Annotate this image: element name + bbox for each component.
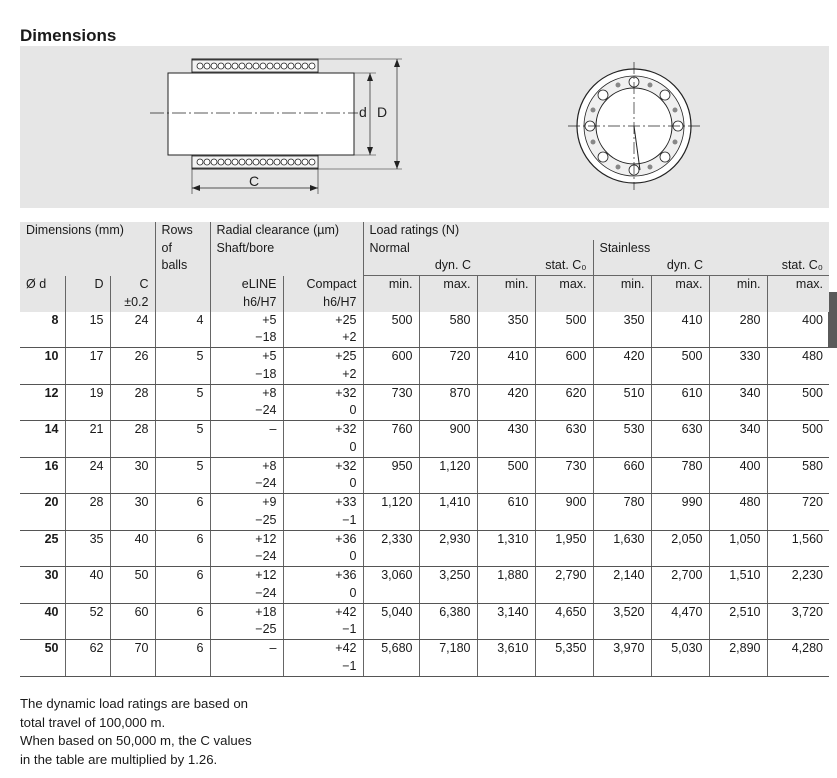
cell-d: 20 bbox=[20, 494, 65, 531]
cell-d: 50 bbox=[20, 640, 65, 677]
cell-normal-dyn-min: 760 bbox=[363, 421, 419, 458]
cell-eline-upper: +18 bbox=[255, 604, 277, 619]
cell-compact-lower: −1 bbox=[342, 512, 357, 527]
label-d: d bbox=[359, 104, 367, 120]
header-row-3 bbox=[20, 257, 829, 275]
ball-row-top bbox=[192, 60, 318, 72]
cell-normal-dyn-min: 500 bbox=[363, 312, 419, 348]
cell-normal-stat-min: 500 bbox=[477, 457, 535, 494]
table-row bbox=[20, 603, 829, 640]
cell-compact-upper: +32 bbox=[335, 422, 357, 437]
cell-C: 50 bbox=[110, 567, 155, 604]
cell-compact-upper: +36 bbox=[335, 568, 357, 583]
cell-compact bbox=[283, 494, 363, 531]
cell-eline-lower bbox=[217, 439, 277, 457]
cell-eline-upper: +12 bbox=[255, 531, 277, 546]
cell-stainless-stat-min: 1,050 bbox=[709, 530, 767, 567]
cell-eline-upper: +5 bbox=[262, 349, 277, 364]
cell-D: 17 bbox=[65, 348, 110, 385]
cell-compact bbox=[283, 640, 363, 677]
cell-eline bbox=[210, 530, 283, 567]
cell-normal-stat-max: 630 bbox=[535, 421, 593, 458]
cell-eline bbox=[210, 348, 283, 385]
header-min-3: min. bbox=[593, 276, 651, 294]
header-row-5 bbox=[20, 294, 829, 312]
cell-normal-dyn-max: 6,380 bbox=[419, 603, 477, 640]
cell-stainless-dyn-max: 990 bbox=[651, 494, 709, 531]
cell-stainless-dyn-max: 4,470 bbox=[651, 603, 709, 640]
cell-normal-stat-max: 2,790 bbox=[535, 567, 593, 604]
cell-compact-lower: +2 bbox=[342, 330, 357, 345]
cell-normal-stat-min: 1,880 bbox=[477, 567, 535, 604]
technical-drawing bbox=[20, 46, 829, 208]
table-row bbox=[20, 640, 829, 677]
cell-normal-dyn-max: 3,250 bbox=[419, 567, 477, 604]
cell-C: 24 bbox=[110, 312, 155, 348]
cell-eline-lower: −25 bbox=[255, 512, 277, 527]
cell-normal-stat-max: 1,950 bbox=[535, 530, 593, 567]
cell-stainless-dyn-min: 3,520 bbox=[593, 603, 651, 640]
table-row bbox=[20, 348, 829, 385]
cell-stainless-stat-max: 2,230 bbox=[767, 567, 829, 604]
footnote-line-1: The dynamic load ratings are based on bbox=[20, 696, 248, 711]
cell-stainless-stat-max: 720 bbox=[767, 494, 829, 531]
cell-normal-stat-max: 5,350 bbox=[535, 640, 593, 677]
header-row-2 bbox=[20, 240, 829, 258]
cell-d: 25 bbox=[20, 530, 65, 567]
cell-stainless-stat-max: 500 bbox=[767, 421, 829, 458]
cell-compact-lower: −1 bbox=[342, 622, 357, 637]
cell-D: 35 bbox=[65, 530, 110, 567]
cell-normal-stat-max: 900 bbox=[535, 494, 593, 531]
cell-normal-dyn-min: 2,330 bbox=[363, 530, 419, 567]
header-normal-dynC: dyn. C bbox=[363, 257, 477, 275]
cell-D: 15 bbox=[65, 312, 110, 348]
header-max-3: max. bbox=[651, 276, 709, 294]
cell-C: 30 bbox=[110, 494, 155, 531]
cell-stainless-dyn-min: 420 bbox=[593, 348, 651, 385]
header-max-2: max. bbox=[535, 276, 593, 294]
cell-rows: 5 bbox=[155, 421, 210, 458]
cell-eline-upper: +12 bbox=[255, 568, 277, 583]
cell-eline bbox=[210, 312, 283, 348]
header-tol: ±0.2 bbox=[110, 294, 155, 312]
cell-compact-upper: +33 bbox=[335, 495, 357, 510]
cell-eline-lower: −18 bbox=[255, 330, 277, 345]
cell-D: 28 bbox=[65, 494, 110, 531]
cell-normal-stat-min: 3,140 bbox=[477, 603, 535, 640]
cell-stainless-stat-min: 340 bbox=[709, 421, 767, 458]
header-max-4: max. bbox=[767, 276, 829, 294]
cell-rows: 6 bbox=[155, 567, 210, 604]
table-body bbox=[20, 312, 829, 677]
cell-compact bbox=[283, 384, 363, 421]
cell-d: 30 bbox=[20, 567, 65, 604]
cell-normal-stat-min: 350 bbox=[477, 312, 535, 348]
shaft bbox=[168, 73, 354, 155]
cell-stainless-dyn-min: 530 bbox=[593, 421, 651, 458]
cell-compact bbox=[283, 348, 363, 385]
cell-stainless-dyn-max: 610 bbox=[651, 384, 709, 421]
table-row bbox=[20, 530, 829, 567]
cell-compact-lower: 0 bbox=[349, 476, 357, 491]
cell-eline bbox=[210, 567, 283, 604]
header-of: of bbox=[155, 240, 210, 258]
side-tab[interactable] bbox=[828, 292, 837, 348]
cell-compact-upper: +32 bbox=[335, 458, 357, 473]
cell-eline bbox=[210, 457, 283, 494]
header-min-4: min. bbox=[709, 276, 767, 294]
cell-stainless-dyn-max: 630 bbox=[651, 421, 709, 458]
cell-normal-dyn-min: 5,680 bbox=[363, 640, 419, 677]
table-row bbox=[20, 567, 829, 604]
header-balls: balls bbox=[155, 257, 210, 275]
cell-eline-upper: – bbox=[269, 641, 277, 656]
cell-stainless-dyn-min: 660 bbox=[593, 457, 651, 494]
cell-d: 8 bbox=[20, 312, 65, 348]
footnote-line-3: When based on 50,000 m, the C values bbox=[20, 733, 252, 748]
cell-C: 30 bbox=[110, 457, 155, 494]
cell-d: 16 bbox=[20, 457, 65, 494]
cell-compact bbox=[283, 421, 363, 458]
header-max-1: max. bbox=[419, 276, 477, 294]
header-od: Ø d bbox=[20, 276, 65, 294]
cell-compact-upper: +25 bbox=[335, 349, 357, 364]
cell-compact-upper: +25 bbox=[335, 312, 357, 327]
cell-normal-dyn-min: 3,060 bbox=[363, 567, 419, 604]
cell-eline-lower bbox=[217, 658, 277, 676]
cell-stainless-stat-min: 400 bbox=[709, 457, 767, 494]
bearing-drawing-svg bbox=[20, 46, 829, 208]
cell-stainless-stat-min: 2,890 bbox=[709, 640, 767, 677]
cell-normal-stat-min: 420 bbox=[477, 384, 535, 421]
cell-stainless-stat-max: 580 bbox=[767, 457, 829, 494]
cell-rows: 4 bbox=[155, 312, 210, 348]
header-min-1: min. bbox=[363, 276, 419, 294]
cell-stainless-dyn-min: 350 bbox=[593, 312, 651, 348]
cell-eline-upper: – bbox=[269, 422, 277, 437]
cell-stainless-dyn-min: 1,630 bbox=[593, 530, 651, 567]
cell-stainless-dyn-min: 780 bbox=[593, 494, 651, 531]
header-compact: Compact bbox=[283, 276, 363, 294]
cell-eline bbox=[210, 640, 283, 677]
table-row bbox=[20, 421, 829, 458]
cell-rows: 6 bbox=[155, 603, 210, 640]
cell-normal-dyn-max: 1,120 bbox=[419, 457, 477, 494]
cell-eline bbox=[210, 421, 283, 458]
cell-normal-dyn-min: 730 bbox=[363, 384, 419, 421]
cell-eline-lower: −24 bbox=[255, 403, 277, 418]
cell-compact-upper: +42 bbox=[335, 641, 357, 656]
cell-compact-upper: +32 bbox=[335, 385, 357, 400]
cell-rows: 5 bbox=[155, 457, 210, 494]
cell-eline-lower: −24 bbox=[255, 585, 277, 600]
bearing-front-view bbox=[568, 62, 700, 190]
cell-compact bbox=[283, 603, 363, 640]
cell-rows: 5 bbox=[155, 384, 210, 421]
header-compact-fit: h6/H7 bbox=[283, 294, 363, 312]
header-eline: eLINE bbox=[210, 276, 283, 294]
header-row-1 bbox=[20, 222, 829, 240]
cell-rows: 6 bbox=[155, 494, 210, 531]
cell-d: 14 bbox=[20, 421, 65, 458]
footnote bbox=[20, 695, 252, 769]
cell-normal-dyn-max: 580 bbox=[419, 312, 477, 348]
cell-compact bbox=[283, 530, 363, 567]
footnote-line-2: total travel of 100,000 m. bbox=[20, 714, 166, 730]
cell-stainless-dyn-min: 510 bbox=[593, 384, 651, 421]
cell-normal-stat-max: 600 bbox=[535, 348, 593, 385]
cell-stainless-dyn-max: 2,050 bbox=[651, 530, 709, 567]
cell-stainless-dyn-min: 2,140 bbox=[593, 567, 651, 604]
cell-D: 52 bbox=[65, 603, 110, 640]
header-stainless-dynC: dyn. C bbox=[593, 257, 709, 275]
cell-normal-stat-max: 620 bbox=[535, 384, 593, 421]
cell-stainless-dyn-max: 2,700 bbox=[651, 567, 709, 604]
header-shaft: Shaft/bore bbox=[210, 240, 363, 258]
cell-normal-dyn-max: 7,180 bbox=[419, 640, 477, 677]
header-normal: Normal bbox=[363, 240, 593, 258]
cell-stainless-stat-min: 330 bbox=[709, 348, 767, 385]
cell-d: 40 bbox=[20, 603, 65, 640]
cell-normal-dyn-max: 900 bbox=[419, 421, 477, 458]
cell-stainless-stat-min: 280 bbox=[709, 312, 767, 348]
header-min-2: min. bbox=[477, 276, 535, 294]
cell-C: 40 bbox=[110, 530, 155, 567]
table-row bbox=[20, 457, 829, 494]
cell-rows: 6 bbox=[155, 530, 210, 567]
cell-normal-stat-max: 730 bbox=[535, 457, 593, 494]
cell-eline-upper: +9 bbox=[262, 495, 277, 510]
header-C: C bbox=[110, 276, 155, 294]
cell-normal-dyn-min: 600 bbox=[363, 348, 419, 385]
ball-row-bottom bbox=[192, 156, 318, 168]
table-row bbox=[20, 494, 829, 531]
footnote-line-4: in the table are multiplied by 1.26. bbox=[20, 751, 218, 767]
section-title: Dimensions bbox=[20, 26, 117, 45]
header-radial: Radial clearance (µm) bbox=[210, 222, 363, 240]
cell-d: 10 bbox=[20, 348, 65, 385]
cell-compact-lower: 0 bbox=[349, 403, 357, 418]
header-normal-statC0: stat. C₀ bbox=[477, 257, 593, 275]
dimensions-table bbox=[20, 222, 829, 677]
cell-C: 70 bbox=[110, 640, 155, 677]
cell-D: 62 bbox=[65, 640, 110, 677]
cell-normal-dyn-min: 5,040 bbox=[363, 603, 419, 640]
cell-d: 12 bbox=[20, 384, 65, 421]
cell-normal-dyn-max: 2,930 bbox=[419, 530, 477, 567]
cell-C: 28 bbox=[110, 384, 155, 421]
cell-normal-stat-min: 1,310 bbox=[477, 530, 535, 567]
cell-stainless-dyn-min: 3,970 bbox=[593, 640, 651, 677]
cell-eline-upper: +5 bbox=[262, 312, 277, 327]
cell-stainless-stat-min: 1,510 bbox=[709, 567, 767, 604]
cell-compact-lower: −1 bbox=[342, 658, 357, 673]
header-row-4 bbox=[20, 276, 829, 294]
cell-eline-lower: −24 bbox=[255, 549, 277, 564]
cell-rows: 5 bbox=[155, 348, 210, 385]
cell-stainless-stat-max: 1,560 bbox=[767, 530, 829, 567]
cell-compact-lower: +2 bbox=[342, 366, 357, 381]
cell-normal-dyn-min: 950 bbox=[363, 457, 419, 494]
cell-compact-lower: 0 bbox=[349, 549, 357, 564]
cell-compact-upper: +42 bbox=[335, 604, 357, 619]
cell-compact-lower: 0 bbox=[349, 439, 357, 454]
cell-rows: 6 bbox=[155, 640, 210, 677]
cell-stainless-dyn-max: 410 bbox=[651, 312, 709, 348]
cell-compact-upper: +36 bbox=[335, 531, 357, 546]
cell-stainless-dyn-max: 500 bbox=[651, 348, 709, 385]
cell-D: 24 bbox=[65, 457, 110, 494]
cell-stainless-stat-min: 480 bbox=[709, 494, 767, 531]
cell-eline-lower: −24 bbox=[255, 476, 277, 491]
cell-stainless-stat-min: 2,510 bbox=[709, 603, 767, 640]
header-stainless: Stainless bbox=[593, 240, 829, 258]
cell-stainless-stat-max: 480 bbox=[767, 348, 829, 385]
cell-normal-dyn-max: 870 bbox=[419, 384, 477, 421]
cell-stainless-stat-max: 400 bbox=[767, 312, 829, 348]
cell-C: 28 bbox=[110, 421, 155, 458]
cell-normal-stat-max: 500 bbox=[535, 312, 593, 348]
cell-stainless-stat-max: 3,720 bbox=[767, 603, 829, 640]
cell-stainless-stat-max: 500 bbox=[767, 384, 829, 421]
label-D: D bbox=[377, 104, 388, 120]
header-eline-fit: h6/H7 bbox=[210, 294, 283, 312]
cell-compact-lower: 0 bbox=[349, 585, 357, 600]
cell-stainless-dyn-max: 780 bbox=[651, 457, 709, 494]
cell-normal-stat-min: 410 bbox=[477, 348, 535, 385]
cell-eline bbox=[210, 494, 283, 531]
cell-eline-upper: +8 bbox=[262, 458, 277, 473]
cell-eline-upper: +8 bbox=[262, 385, 277, 400]
header-D: D bbox=[65, 276, 110, 294]
table-row bbox=[20, 312, 829, 348]
header-stainless-statC0: stat. C₀ bbox=[709, 257, 829, 275]
header-load: Load ratings (N) bbox=[363, 222, 829, 240]
cell-normal-stat-max: 4,650 bbox=[535, 603, 593, 640]
cell-stainless-dyn-max: 5,030 bbox=[651, 640, 709, 677]
cell-compact bbox=[283, 457, 363, 494]
cell-compact bbox=[283, 312, 363, 348]
cell-eline-lower: −25 bbox=[255, 622, 277, 637]
cell-normal-stat-min: 430 bbox=[477, 421, 535, 458]
cell-normal-dyn-max: 720 bbox=[419, 348, 477, 385]
cell-normal-dyn-max: 1,410 bbox=[419, 494, 477, 531]
cell-eline bbox=[210, 603, 283, 640]
cell-eline-lower: −18 bbox=[255, 366, 277, 381]
label-C: C bbox=[249, 173, 260, 189]
cell-normal-dyn-min: 1,120 bbox=[363, 494, 419, 531]
cell-D: 19 bbox=[65, 384, 110, 421]
cell-C: 26 bbox=[110, 348, 155, 385]
table-row bbox=[20, 384, 829, 421]
cell-C: 60 bbox=[110, 603, 155, 640]
cell-stainless-stat-min: 340 bbox=[709, 384, 767, 421]
cell-normal-stat-min: 3,610 bbox=[477, 640, 535, 677]
header-rows: Rows bbox=[155, 222, 210, 240]
cell-D: 21 bbox=[65, 421, 110, 458]
cell-compact bbox=[283, 567, 363, 604]
cell-normal-stat-min: 610 bbox=[477, 494, 535, 531]
cell-stainless-stat-max: 4,280 bbox=[767, 640, 829, 677]
cell-eline bbox=[210, 384, 283, 421]
cell-D: 40 bbox=[65, 567, 110, 604]
header-dimensions: Dimensions (mm) bbox=[20, 222, 155, 240]
